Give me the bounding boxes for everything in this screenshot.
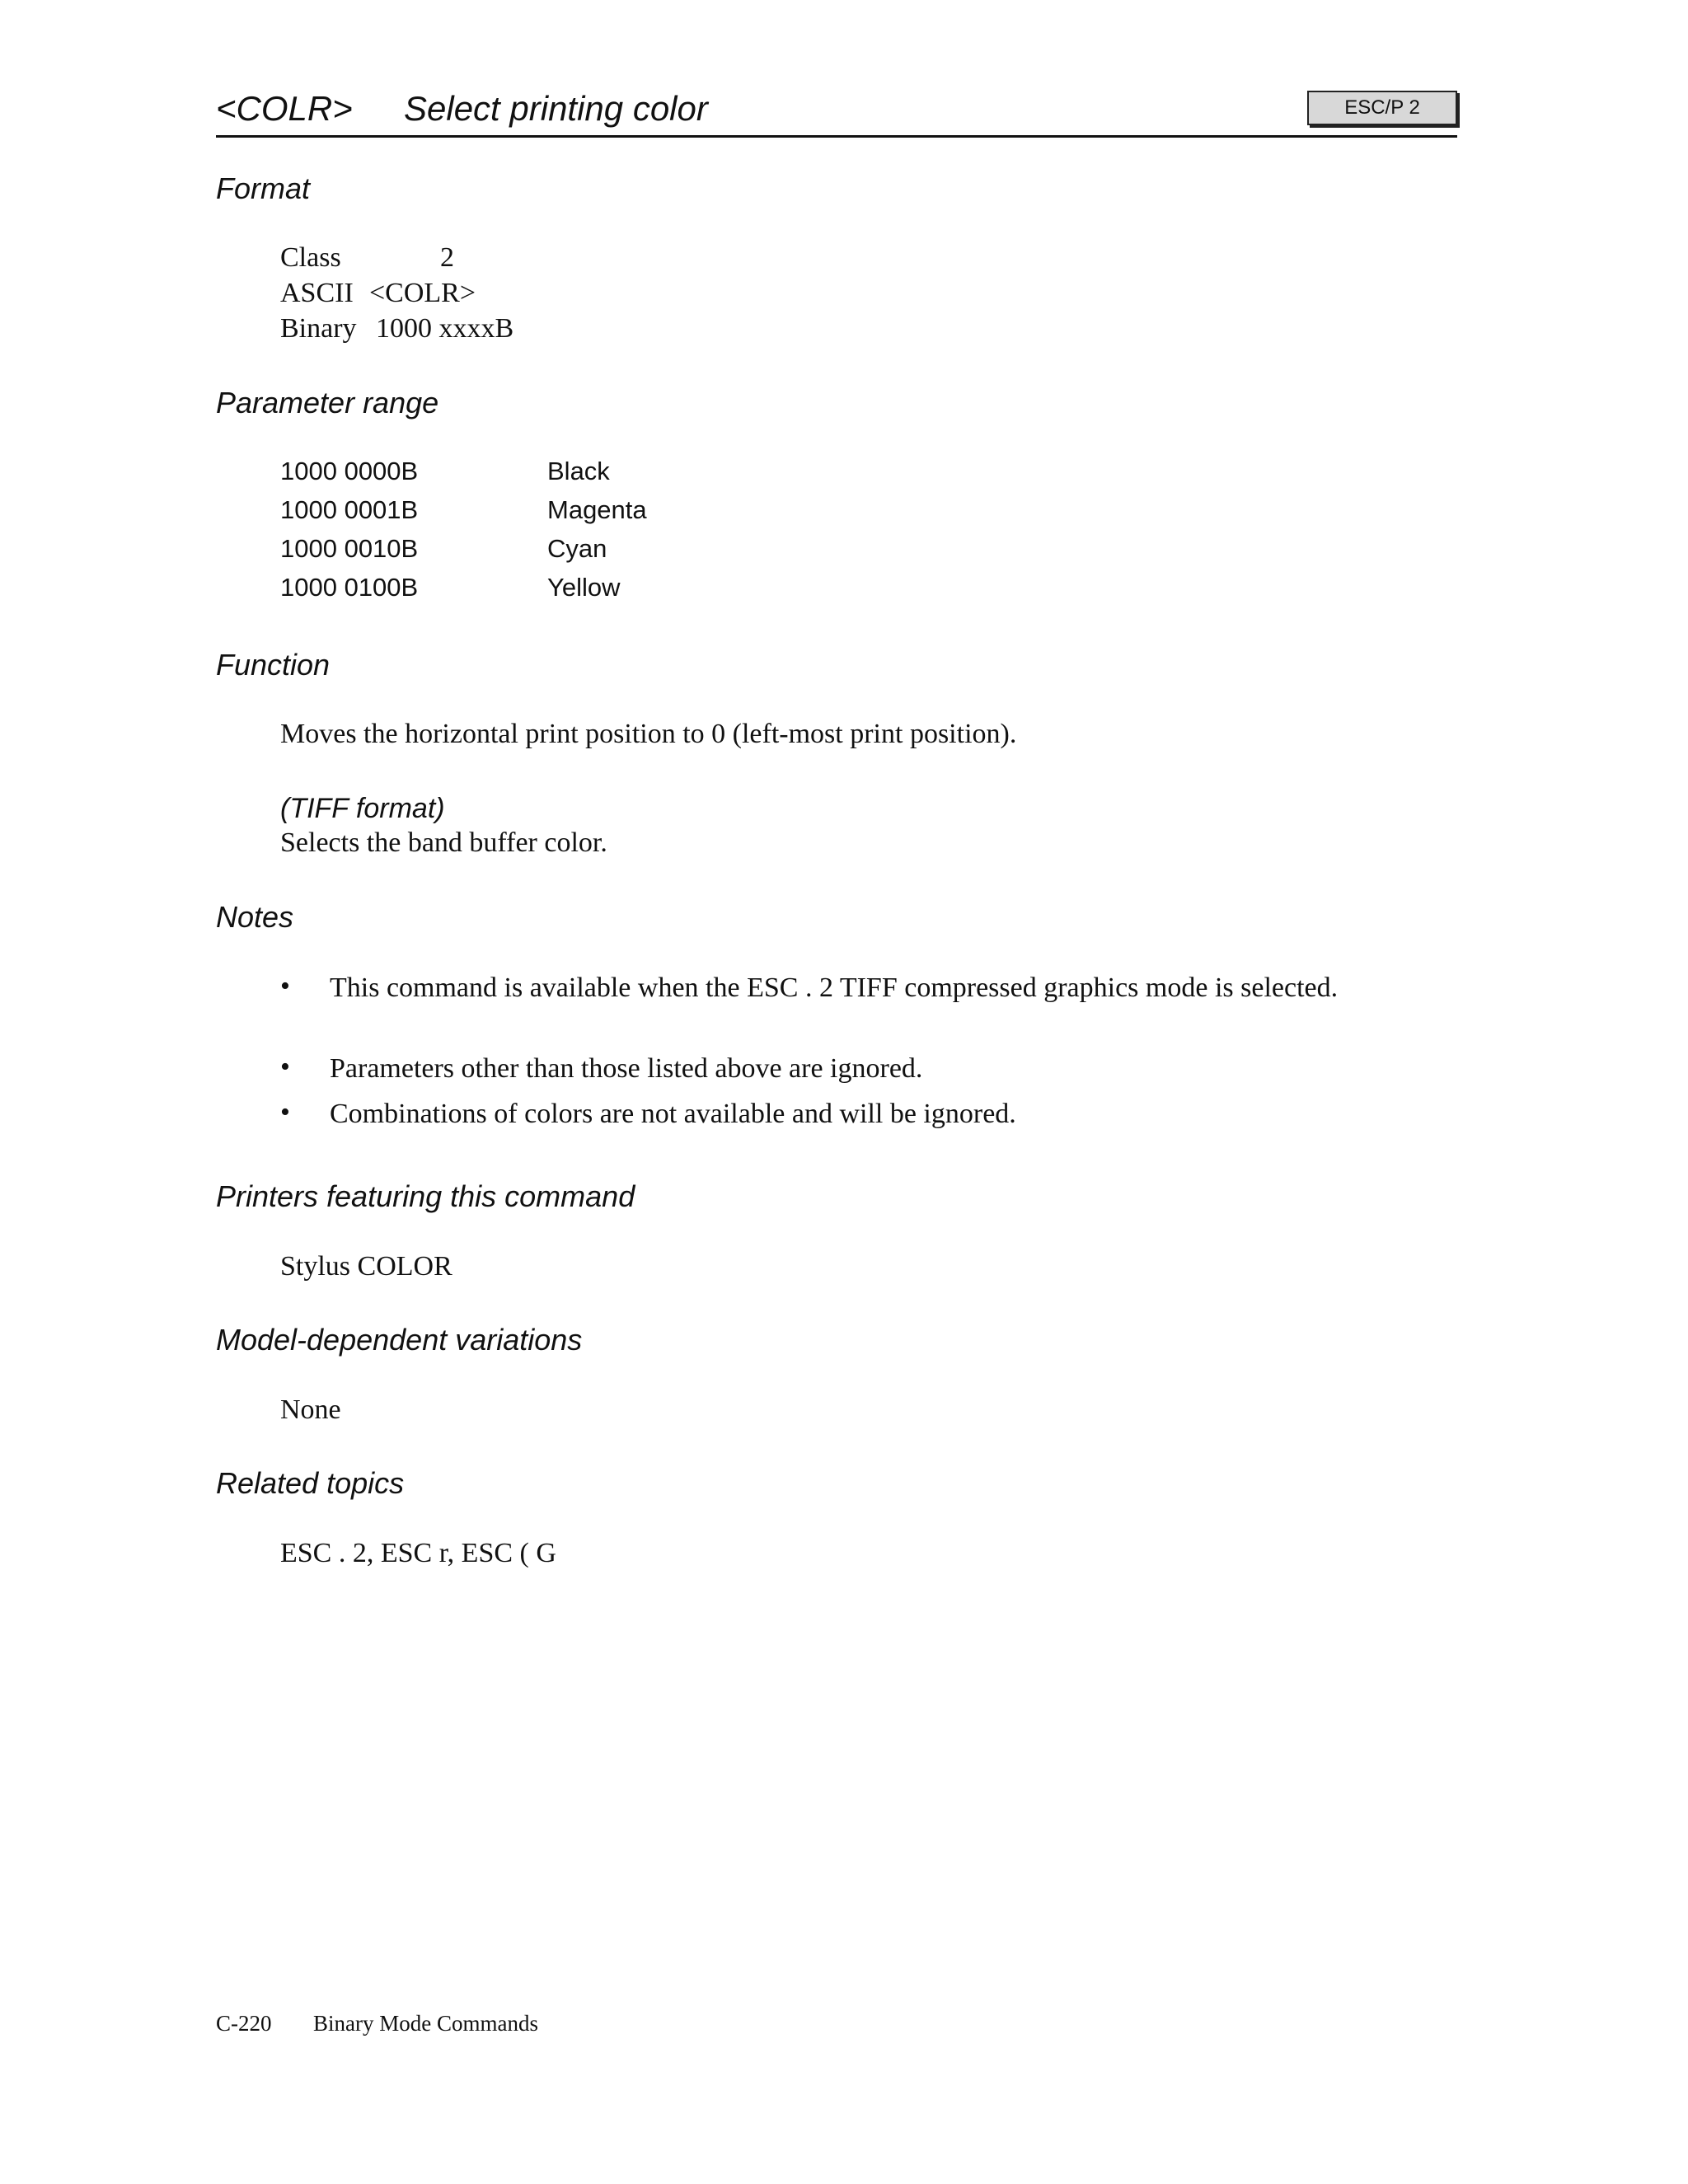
parameter-code: 1000 0100B [280,573,419,602]
footer-section-title: Binary Mode Commands [313,2011,538,2036]
function-subheading: (TIFF format) [280,793,445,824]
format-value: 1000 xxxxB [376,313,514,344]
note-text: Combinations of colors are not available and will be ignored. [330,1099,1016,1129]
related-topics-heading: Related topics [216,1466,405,1500]
format-label: ASCII [280,278,354,308]
notes-heading: Notes [216,900,294,934]
parameter-color: Yellow [547,573,621,602]
printers-heading: Printers featuring this command [216,1179,635,1213]
format-value: <COLR> [369,278,476,308]
model-variations-heading: Model-dependent variations [216,1323,583,1357]
related-topics-text: ESC . 2, ESC r, ESC ( G [280,1538,556,1568]
page-number: C-220 [216,2011,272,2036]
note-text: Parameters other than those listed above are ignored. [330,1053,923,1084]
function-subtext: Selects the band buffer color. [280,827,607,858]
parameter-range-heading: Parameter range [216,386,439,419]
bullet: • [280,971,290,1001]
command-code: <COLR> [216,89,353,128]
function-heading: Function [216,648,331,682]
parameter-color: Magenta [547,495,647,524]
mode-badge: ESC/P 2 [1307,91,1457,125]
note-text: This command is available when the ESC . 2 TIFF compressed graphics mode is selected. [330,972,1339,1003]
parameter-code: 1000 0000B [280,457,419,485]
format-heading: Format [216,171,311,205]
format-value: 2 [440,242,454,273]
bullet: • [280,1097,290,1127]
printers-text: Stylus COLOR [280,1251,452,1282]
parameter-code: 1000 0010B [280,534,419,563]
parameter-code: 1000 0001B [280,495,419,524]
bullet: • [280,1052,290,1082]
parameter-color: Black [547,457,610,485]
format-label: Binary [280,313,357,344]
parameter-color: Cyan [547,534,607,563]
model-variations-text: None [280,1394,341,1425]
page-header [216,82,1457,138]
function-text: Moves the horizontal print position to 0 (left-most print position). [280,719,1017,749]
page-title: Select printing color [404,89,708,128]
format-label: Class [280,242,341,273]
